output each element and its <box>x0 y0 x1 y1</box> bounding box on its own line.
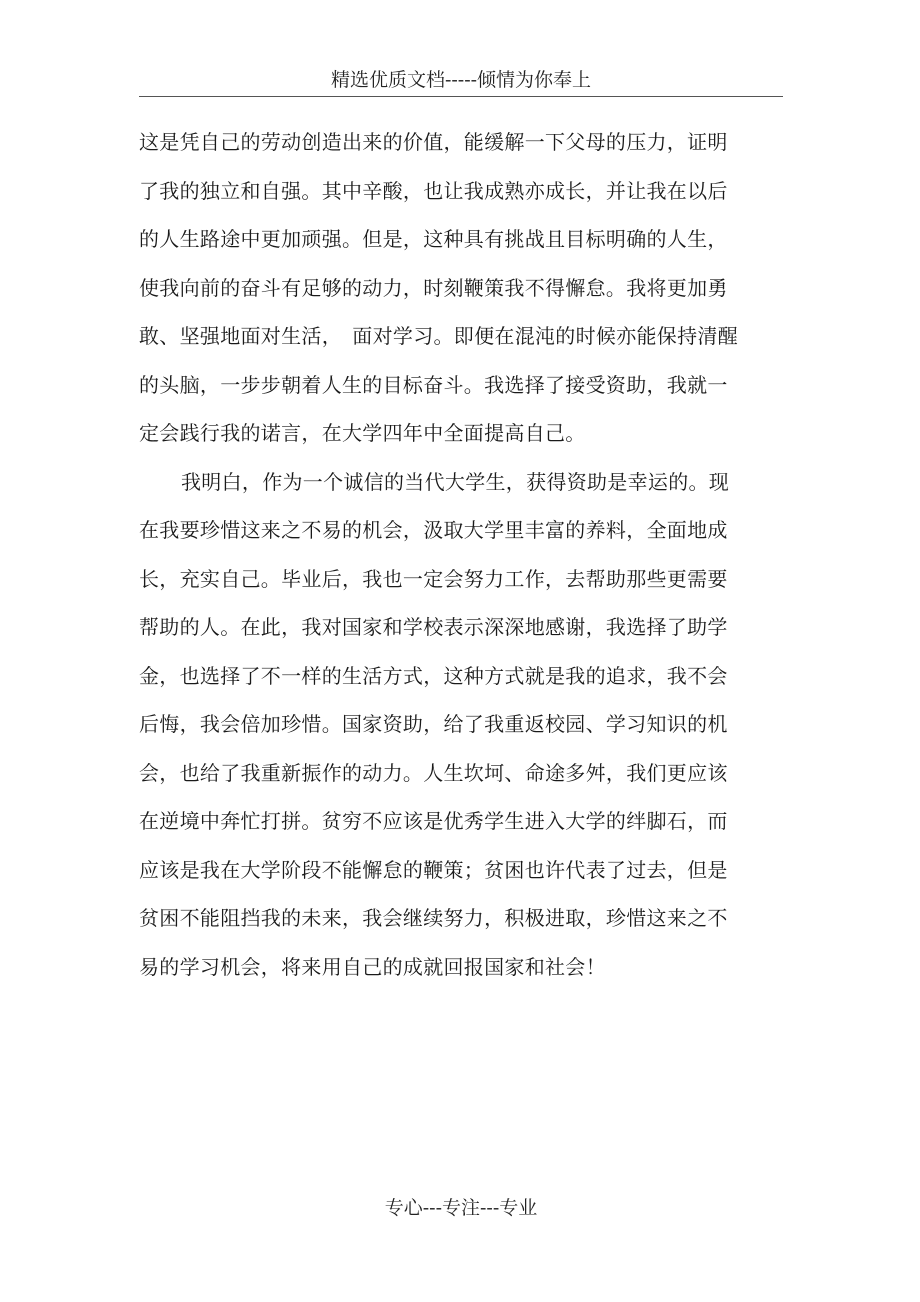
text-line: 在我要珍惜这来之不易的机会，汲取大学里丰富的养料，全面地成 <box>139 518 728 542</box>
text-line: 这是凭自己的劳动创造出来的价值，能缓解一下父母的压力，证明 <box>139 130 728 154</box>
text-line: 易的学习机会，将来用自己的成就回报国家和社会！ <box>139 954 606 979</box>
text-line: 在逆境中奔忙打拼。贫穷不应该是优秀学生进入大学的绊脚石，而 <box>139 809 728 833</box>
paragraph-2 <box>139 458 783 992</box>
text-line: 定会践行我的诺言，在大学四年中全面提高自己。 <box>139 421 586 445</box>
paragraph-1 <box>139 118 783 458</box>
page-footer: 专心---专注---专业 <box>384 1197 538 1219</box>
document-body <box>139 118 783 991</box>
header-divider <box>139 96 783 97</box>
text-line: 使我向前的奋斗有足够的动力，时刻鞭策我不得懈怠。我将更加勇 <box>139 275 728 300</box>
text-line: 后悔，我会倍加珍惜。国家资助，给了我重返校园、学习知识的机 <box>139 712 728 736</box>
text-line: 的头脑，一步步朝着人生的目标奋斗。我选择了接受资助，我就一 <box>139 372 728 397</box>
text-line: 会，也给了我重新振作的动力。人生坎坷、命途多舛，我们更应该 <box>139 760 728 785</box>
text-line: 我明白，作为一个诚信的当代大学生，获得资助是幸运的。现 <box>181 469 730 494</box>
page-header: 精选优质文档-----倾情为你奉上 <box>330 69 592 91</box>
text-line: 敢、坚强地面对生活， 面对学习。即便在混沌的时候亦能保持清醒 <box>139 324 738 348</box>
text-line: 了我的独立和自强。其中辛酸，也让我成熟亦成长，并让我在以后 <box>139 178 728 203</box>
text-line: 金，也选择了不一样的生活方式，这种方式就是我的追求，我不会 <box>139 663 728 688</box>
text-line: 的人生路途中更加顽强。但是，这种具有挑战且目标明确的人生， <box>139 227 728 251</box>
text-line: 帮助的人。在此，我对国家和学校表示深深地感谢，我选择了助学 <box>139 615 728 639</box>
text-line: 应该是我在大学阶段不能懈怠的鞭策；贫困也许代表了过去，但是 <box>139 857 728 882</box>
text-line: 贫困不能阻挡我的未来，我会继续努力，积极进取，珍惜这来之不 <box>139 906 728 930</box>
text-line: 长，充实自己。毕业后，我也一定会努力工作，去帮助那些更需要 <box>139 566 728 591</box>
